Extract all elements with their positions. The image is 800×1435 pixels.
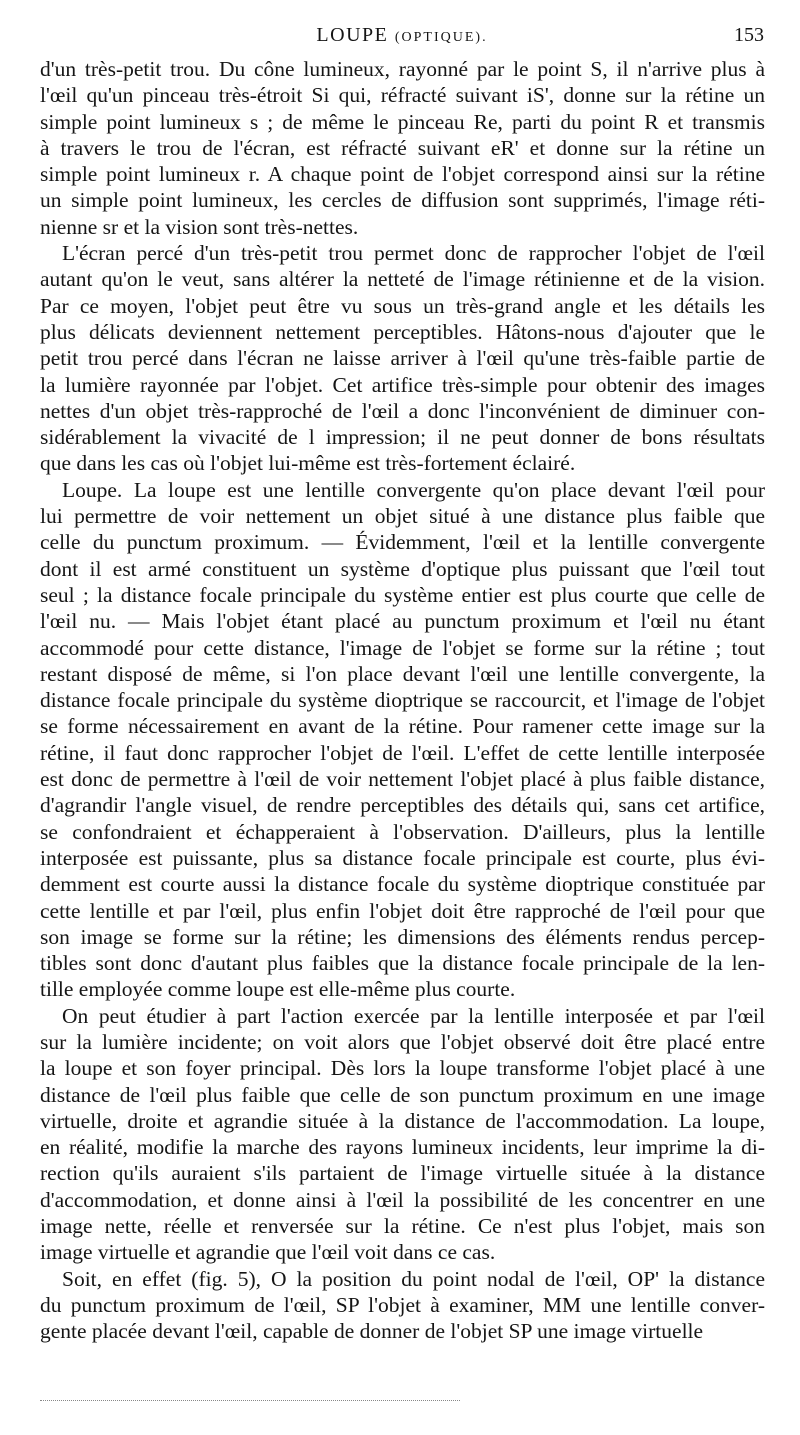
text-line: d'agrandir l'angle visuel, de rendre perceptibles des détails qui, sans cet artifice, [40, 793, 765, 818]
text-line: restant disposé de même, si l'on place devant l'œil une lentille convergente, la [40, 661, 765, 686]
text-line: tibles sont donc d'autant plus faibles que la distance focale principale de la len- [40, 951, 765, 976]
running-title-sub: (OPTIQUE). [394, 30, 488, 45]
text-line: à travers le trou de l'écran, est réfracté suivant eR' et donne sur la rétine un [40, 135, 765, 160]
page-number: 153 [734, 24, 764, 46]
text-line: L'écran percé d'un très-petit trou permet donc de rapprocher l'objet de l'œil [62, 241, 765, 266]
running-title-main: LOUPE [316, 24, 389, 46]
body-text [40, 56, 765, 1345]
text-line: son image se forme sur la rétine; les dimensions des éléments rendus percep- [40, 924, 765, 949]
text-line: virtuelle, droite et agrandie située à la distance de l'accommodation. La loupe, [40, 1108, 765, 1133]
text-line: Soit, en effet (fig. 5), O la position du point nodal de l'œil, OP' la distance [62, 1266, 765, 1291]
paragraph [40, 477, 765, 1003]
text-line: seul ; la distance focale principale du système entier est plus courte que celle de [40, 582, 765, 607]
text-line: image nette, réelle et renversée sur la rétine. Ce n'est plus l'objet, mais son [40, 1214, 765, 1239]
text-line: image virtuelle et agrandie que l'œil voit dans ce cas. [40, 1240, 496, 1265]
text-line: petit trou percé dans l'écran ne laisse arriver à l'œil qu'une très-faible partie de [40, 346, 765, 371]
paragraph [40, 56, 765, 240]
text-line: Par ce moyen, l'objet peut être vu sous un très-grand angle et les détails les [40, 293, 765, 318]
text-line: nettes d'un objet très-rapproché de l'œil a donc l'inconvénient de diminuer con- [40, 398, 765, 423]
text-line: demment est courte aussi la distance focale du système dioptrique constituée par [40, 872, 765, 897]
running-header [40, 24, 764, 54]
text-line: la loupe et son foyer principal. Dès lors la loupe transforme l'objet placé à une [40, 1056, 765, 1081]
text-line: accommodé pour cette distance, l'image de l'objet se forme sur la rétine ; tout [40, 635, 765, 660]
footer-rule [40, 1400, 460, 1401]
text-line: est donc de permettre à l'œil de voir nettement l'objet placé à plus faible distance, [40, 767, 765, 792]
text-line: On peut étudier à part l'action exercée par la lentille interposée et par l'œil [62, 1003, 765, 1028]
text-line: gente placée devant l'œil, capable de donner de l'objet SP une image virtuelle [40, 1319, 704, 1344]
text-line: rétine, il faut donc rapprocher l'objet de l'œil. L'effet de cette lentille interposée [40, 740, 765, 765]
text-line: se confondraient et échapperaient à l'observation. D'ailleurs, plus la lentille [40, 819, 765, 844]
text-line: rection qu'ils auraient s'ils partaient de l'image virtuelle située à la distance [40, 1161, 765, 1186]
text-line: autant qu'on le veut, sans altérer la netteté de l'image rétinienne et de la vision. [40, 267, 765, 292]
text-line: distance de l'œil plus faible que celle de son punctum proximum en une image [40, 1082, 765, 1107]
text-line: sidérablement la vivacité de l impression; il ne peut donner de bons résultats [40, 425, 765, 450]
paragraph [40, 240, 765, 477]
running-title [40, 24, 764, 47]
text-line: cette lentille et par l'œil, plus enfin l'objet doit être rapproché de l'œil pour que [40, 898, 765, 923]
text-line: simple point lumineux s ; de même le pinceau Re, parti du point R et transmis [40, 109, 765, 134]
text-line: distance focale principale du système dioptrique se raccourcit, et l'image de l'objet [40, 688, 765, 713]
text-line: nienne sr et la vision sont très-nettes. [40, 214, 359, 239]
text-line: l'œil qu'un pinceau très-étroit Si qui, réfracté suivant iS', donne sur la rétine un [40, 83, 765, 108]
text-line: plus délicats deviennent nettement perceptibles. Hâtons-nous d'ajouter que le [40, 319, 765, 344]
paragraph [40, 1003, 765, 1266]
text-line: un simple point lumineux, les cercles de diffusion sont supprimés, l'image réti- [40, 188, 765, 213]
text-line: celle du punctum proximum. — Évidemment, l'œil et la lentille convergente [40, 530, 765, 555]
text-line: se forme nécessairement en avant de la rétine. Pour ramener cette image sur la [40, 714, 765, 739]
text-line: simple point lumineux r. A chaque point de l'objet correspond ainsi sur la rétine [40, 162, 765, 187]
text-line: du punctum proximum de l'œil, SP l'objet à examiner, MM une lentille conver- [40, 1292, 765, 1317]
text-line: l'œil nu. — Mais l'objet étant placé au punctum proximum et l'œil nu étant [40, 609, 765, 634]
text-line: d'un très-petit trou. Du cône lumineux, rayonné par le point S, il n'arrive plus à [40, 57, 765, 81]
text-line: sur la lumière incidente; on voit alors que l'objet observé doit être placé entre [40, 1029, 765, 1054]
text-line: dont il est armé constituent un système d'optique plus puissant que l'œil tout [40, 556, 765, 581]
text-line: d'accommodation, et donne ainsi à l'œil la possibilité de les concentrer en une [40, 1187, 765, 1212]
text-line: tille employée comme loupe est elle-même plus courte. [40, 977, 516, 1002]
text-line: la lumière rayonnée par l'objet. Cet artifice très-simple pour obtenir des images [40, 372, 765, 397]
paragraph [40, 1266, 765, 1345]
text-line: Loupe. La loupe est une lentille convergente qu'on place devant l'œil pour [62, 477, 765, 502]
text-line: interposée est puissante, plus sa distance focale principale est courte, plus évi- [40, 845, 765, 870]
text-line: en réalité, modifie la marche des rayons lumineux incidents, leur imprime la di- [40, 1135, 765, 1160]
text-line: lui permettre de voir nettement un objet situé à une distance plus faible que [40, 504, 765, 529]
text-line: que dans les cas où l'objet lui-même est très-fortement éclairé. [40, 451, 576, 476]
